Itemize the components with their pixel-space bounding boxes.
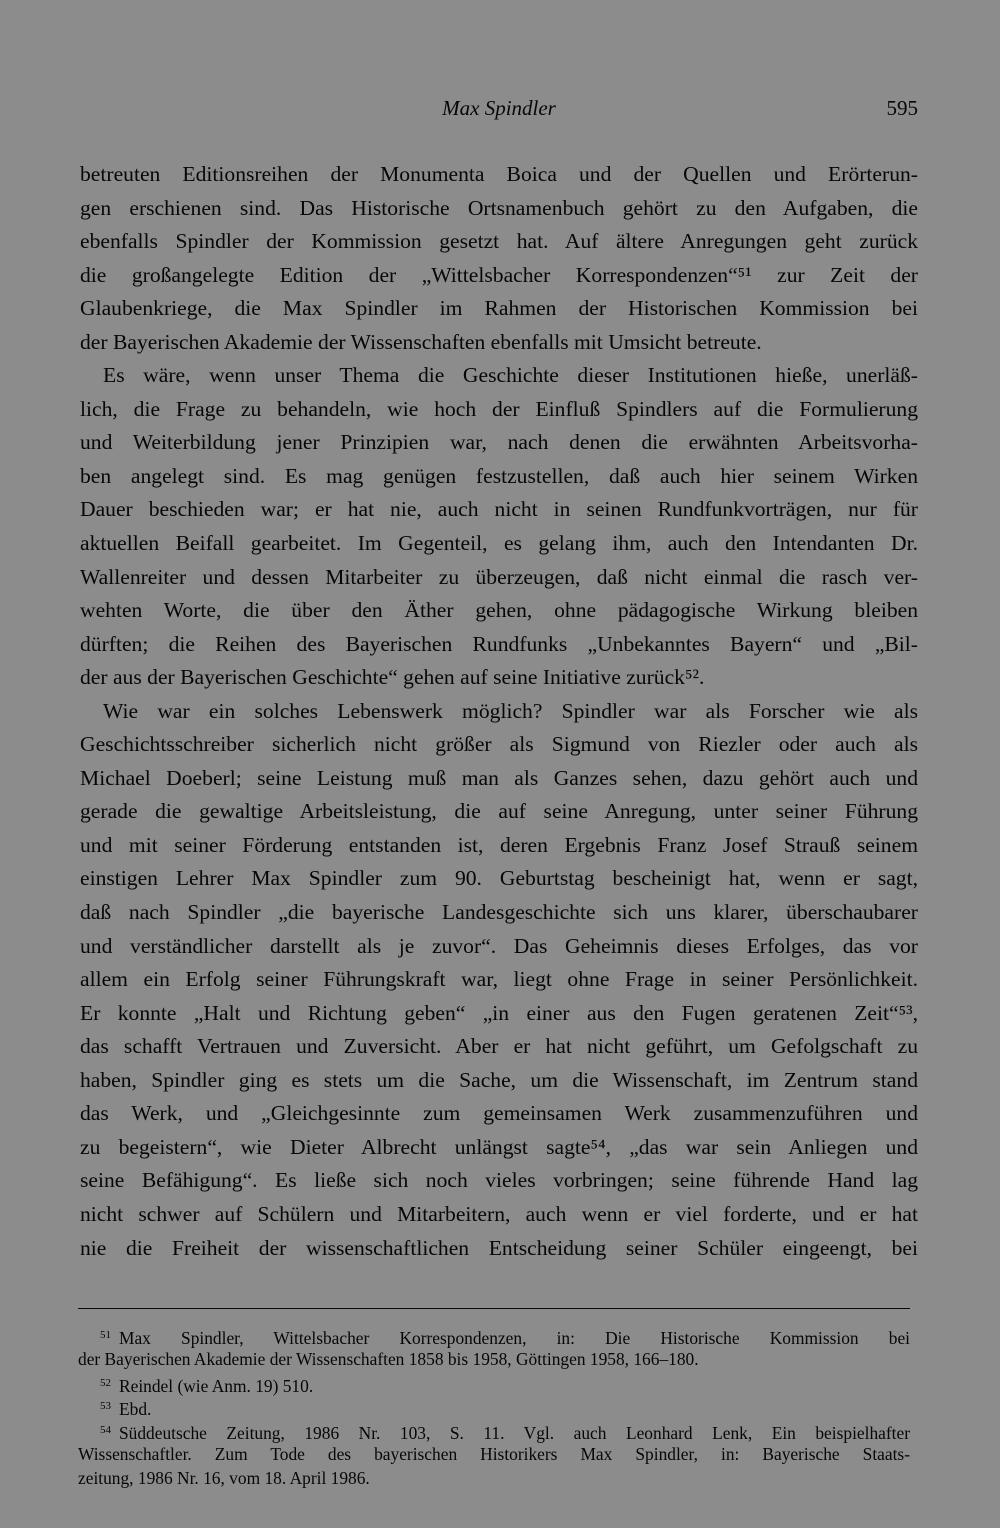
running-title: Max Spindler <box>442 96 556 120</box>
text-line: allem ein Erfolg seiner Führungskraft war, liegt ohne Frage in seiner Persönlichkeit. <box>80 967 918 992</box>
footnote-text: Süddeutsche Zeitung, 1986 Nr. 103, S. 11. Vgl. auch Leonhard Lenk, Ein beispielhafter <box>119 1423 910 1444</box>
page-number: 595 <box>886 96 918 120</box>
text-line: Glaubenkriege, die Max Spindler im Rahmen der Historischen Kommission bei <box>80 296 918 321</box>
text-line: wehten Worte, die über den Äther gehen, ohne pädagogische Wirkung bleiben <box>80 598 918 623</box>
text-line: Dauer beschieden war; er hat nie, auch nicht in seinen Rundfunkvorträgen, nur für <box>80 497 918 522</box>
text-line: und Weiterbildung jener Prinzipien war, nach denen die erwähnten Arbeitsvorha- <box>80 430 918 455</box>
footnote-divider <box>78 1308 910 1309</box>
text-line: haben, Spindler ging es stets um die Sache, um die Wissenschaft, im Zentrum stand <box>80 1067 918 1092</box>
text-line: das Werk, und „Gleichgesinnte zum gemeinsamen Werk zusammenzuführen und <box>80 1101 918 1126</box>
text-line: und verständlicher darstellt als je zuvor“. Das Geheimnis dieses Erfolges, das vor <box>80 933 918 958</box>
footnote-text: Reindel (wie Anm. 19) 510. <box>119 1375 314 1396</box>
text-line: gerade die gewaltige Arbeitsleistung, die auf seine Anregung, unter seiner Führung <box>80 799 918 824</box>
footnote-number: 52 <box>100 1376 111 1389</box>
footnote-number: 51 <box>100 1329 111 1341</box>
text-line: Michael Doeberl; seine Leistung muß man als Ganzes sehen, dazu gehört auch und <box>80 765 918 790</box>
text-line: betreuten Editionsreihen der Monumenta Boica und der Quellen und Erörterun- <box>80 162 918 186</box>
text-line: nicht schwer auf Schülern und Mitarbeitern, auch wenn er viel forderte, und er hat <box>80 1201 918 1226</box>
text-line: ebenfalls Spindler der Kommission gesetzt hat. Auf ältere Anregungen geht zurück <box>80 229 918 254</box>
text-line: gen erschienen sind. Das Historische Ortsnamenbuch gehört zu den Aufgaben, die <box>80 195 918 220</box>
footnote-53 <box>78 1395 910 1419</box>
footnote-text-line: der Bayerischen Akademie der Wissenschaften 1858 bis 1958, Göttingen 1958, 166–180. <box>78 1348 699 1369</box>
footnote-52 <box>78 1372 910 1396</box>
footnote-text-line: zeitung, 1986 Nr. 16, vom 18. April 1986. <box>78 1467 370 1488</box>
footnotes <box>78 1324 910 1491</box>
running-head <box>80 92 918 124</box>
footnote-54 <box>78 1419 910 1443</box>
paragraph-start-line: Wie war ein solches Lebenswerk möglich? Spindler war als Forscher wie als <box>103 698 918 723</box>
text-line: Er konnte „Halt und Richtung geben“ „in einer aus den Fugen geratenen Zeit“⁵³, <box>80 1000 918 1025</box>
text-line: der aus der Bayerischen Geschichte“ gehen auf seine Initiative zurück⁵². <box>80 665 705 690</box>
text-line: Geschichtsschreiber sicherlich nicht größer als Sigmund von Riezler oder auch als <box>80 732 918 757</box>
text-line: die großangelegte Edition der „Wittelsbacher Korrespondenzen“⁵¹ zur Zeit der <box>80 262 918 287</box>
text-line: dürften; die Reihen des Bayerischen Rundfunks „Unbekanntes Bayern“ und „Bil- <box>80 631 918 656</box>
body-text <box>80 158 918 1265</box>
footnote-text-line: Wissenschaftler. Zum Tode des bayerischen Historikers Max Spindler, in: Bayerische Staats- <box>78 1443 910 1464</box>
footnote-text: Ebd. <box>119 1399 152 1420</box>
text-line: und mit seiner Förderung entstanden ist, deren Ergebnis Franz Josef Strauß seinem <box>80 832 918 857</box>
text-line: einstigen Lehrer Max Spindler zum 90. Geburtstag bescheinigt hat, wenn er sagt, <box>80 866 918 891</box>
text-line: daß nach Spindler „die bayerische Landesgeschichte sich uns klarer, überschaubarer <box>80 900 918 925</box>
text-line: seine Befähigung“. Es ließe sich noch vieles vorbringen; seine führende Hand lag <box>80 1168 918 1193</box>
paragraph-start-line: Es wäre, wenn unser Thema die Geschichte dieser Institutionen hieße, unerläß- <box>103 363 918 388</box>
text-line: aktuellen Beifall gearbeitet. Im Gegenteil, es gelang ihm, auch den Intendanten Dr. <box>80 531 918 556</box>
text-line: der Bayerischen Akademie der Wissenschaften ebenfalls mit Umsicht betreute. <box>80 329 762 354</box>
footnote-number: 54 <box>100 1424 111 1437</box>
text-line: ben angelegt sind. Es mag genügen festzustellen, daß auch hier seinem Wirken <box>80 463 918 488</box>
text-line: das schafft Vertrauen und Zuversicht. Aber er hat nicht geführt, um Gefolgschaft zu <box>80 1034 918 1059</box>
footnote-51 <box>78 1324 910 1348</box>
text-line: Wallenreiter und dessen Mitarbeiter zu überzeugen, daß nicht einmal die rasch ver- <box>80 564 918 589</box>
footnote-number: 53 <box>100 1400 111 1413</box>
text-line: lich, die Frage zu behandeln, wie hoch der Einfluß Spindlers auf die Formulierung <box>80 396 918 421</box>
text-line: zu begeistern“, wie Dieter Albrecht unlängst sagte⁵⁴, „das war sein Anliegen und <box>80 1134 918 1159</box>
text-line: nie die Freiheit der wissenschaftlichen Entscheidung seiner Schüler eingeengt, bei <box>80 1235 918 1260</box>
footnote-text: Max Spindler, Wittelsbacher Korrespondenzen, in: Die Historische Kommission bei <box>119 1328 910 1348</box>
